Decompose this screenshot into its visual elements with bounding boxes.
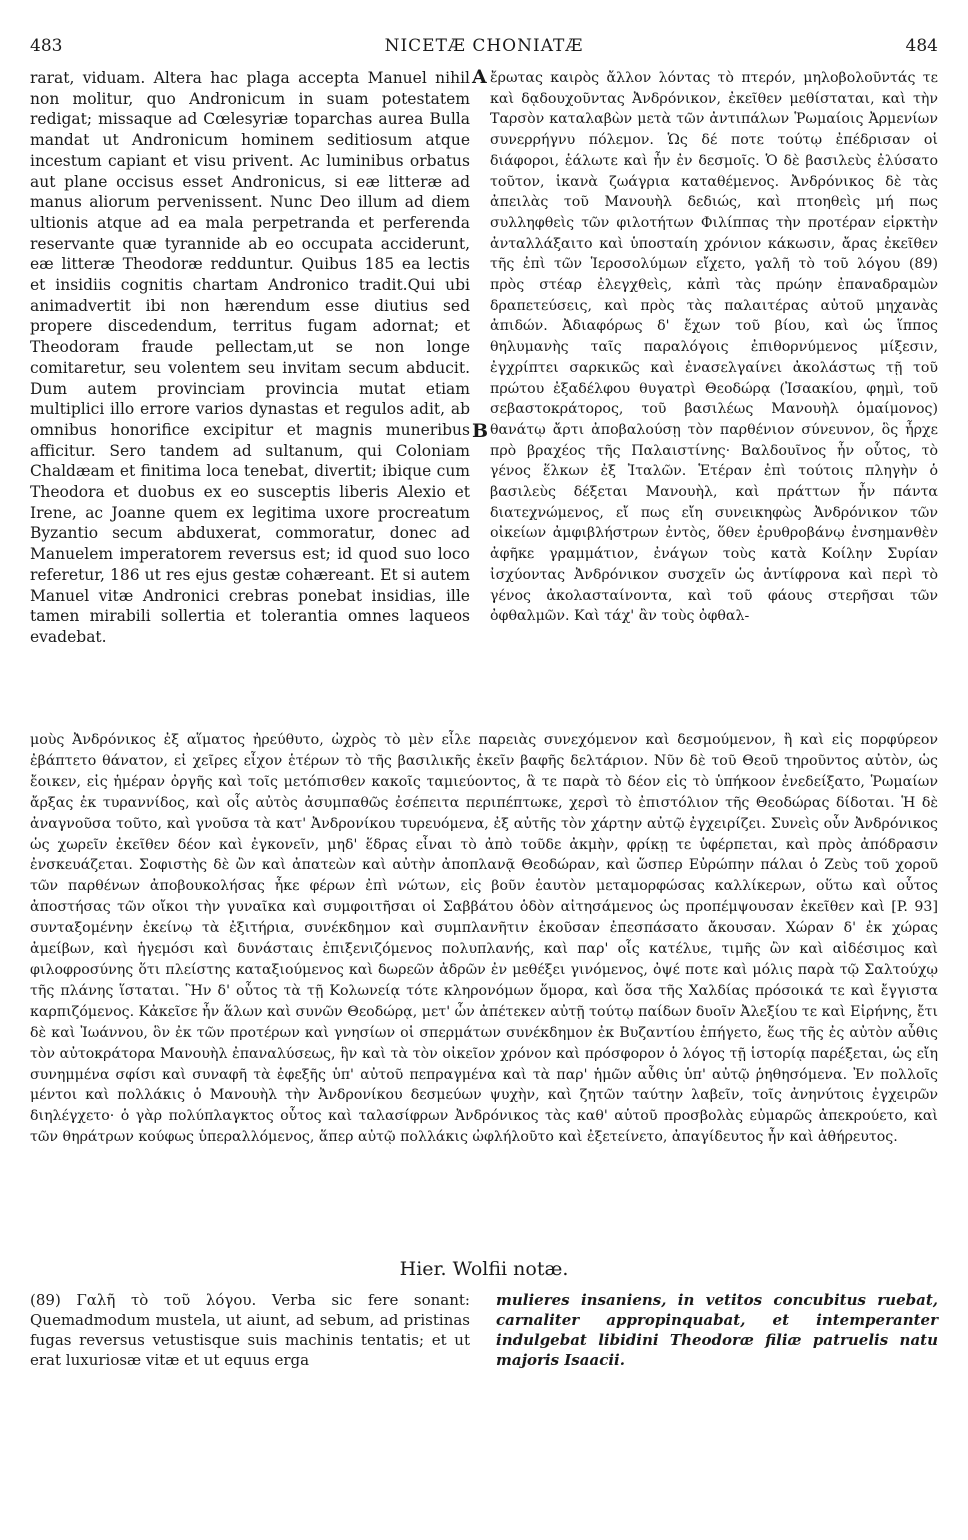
note-right-text: mulieres insaniens, in vetitos concubitus ruebat, carnaliter appropinquabat, et intemperanter indulgebat libidini Theodoræ filiæ patruelis natu majoris Isaacii.: [496, 1291, 938, 1369]
running-title: NICETÆ CHONIATÆ: [384, 36, 584, 56]
greek-column: [490, 68, 938, 730]
document-page: [30, 0, 938, 1540]
section-marker-b: B: [472, 420, 489, 442]
latin-paragraph: rarat, viduam. Altera hac plaga accepta Manuel nihil non molitur, quo Andronicum in suam potestatem redigat; missaque ad Cœlesyriæ toparchas aurea Bulla mandat ut Andronicum hominem seditiosum atque incestum capiant et visu privent. Ac luminibus orbatus aut plane occisus esset Andronicus, si eæ litteræ ad manus aliorum pervenissent. Nunc Deo illum ad diem ultionis atque ad ea mala perpetranda et perferenda reservante quæ tyrannide ab eo occupata acciderunt, eæ litteræ Theodoræ redduntur. Quibus 185 ea lectis et insidiis cognitis chartam Andronico tradit.Qui ubi animadvertit ibi non hærendum esse diutius sed propere discedendum, territus fugam adornat; et Theodoram fraude pellectam,ut se non longe comitaretur, seu volentem seu invitam secum abducit. Dum autem provinciam provincia mutat etiam multiplici illo errore varios dynastas et regulos adit, ab omnibus honorifice excipitur et magnis muneribus afficitur. Sero tandem ad sultanum, qui Coloniam Chaldæam et finitima loca tenebat, divertit; ibique cum Theodora et duobus ex eo susceptis liberis Alexio et Irene, ac Joanne quem ex legitima uxore procreatum Byzantio secum abduxerat, commoratur, donec ad Manuelem imperatorem reversus est; id quod suo loco referetur, 186 ut res ejus gestæ cohæreant. Et si autem Manuel vitæ Andronici crebras ponebat insidias, ille tamen mirabili sollertia et tolerantia omnes laqueos evadebat.: [30, 69, 470, 646]
page-number-right: 484: [905, 36, 938, 56]
page-number-left: 483: [30, 36, 63, 56]
note-right-column: [496, 1290, 938, 1370]
greek-full-paragraph: μοὺς Ἀνδρόνικος ἐξ αἵματος ἠρεύθυτο, ὠχρὸς τὸ μὲν εἶλε παρειὰς συνεχόμενον καὶ δεσμούμενον, ἢ καὶ εἰς πορφύρεον ἐβάπτετο θάνατον, εἰ χεῖρες εἶχον ἑτέρων τὸ τῆς βασιλικῆς ἐκεῖν βαφῆς δελτάριον. Νῦν δὲ τοῦ Θεοῦ τηροῦντος αὐτὸν, ὡς ἔοικεν, εἰς ἡμέραν ὀργῆς καὶ τοῖς μετόπισθεν κακοῖς ταμιεύοντος, ἃ τε παρὰ τὸ δέον εἰς τὸ ὑπήκοον ἐνεδείξατο, Ῥωμαίων ἄρξας ἐκ τυραννίδος, καὶ οἷς αὐτὸς ἀσυμπαθῶς ἐσέπειτα περιπέπτωκε, χερσὶ τὸ ἐπιστόλιον τῆς Θεοδώρας δίδοται. Ἡ δὲ ἀναγνοῦσα τοῦτο, καὶ γνοῦσα τὰ κατ' Ἀνδρονίκου τυρευόμενα, ἐξ αὐτῆς τὸν χάρτην αὐτῷ ἐγχειρίζει. Συνεὶς οὖν Ἀνδρόνικος ὡς χωρεῖν ἐκεῖθεν δέον καὶ ἐγκονεῖν, μηδ' ἕδρας εἶναι τὸ ἀπὸ τοῦδε ἀκμὴν, φρίκῃ τε ὑφέρπεται, καὶ πρὸς ἀπόδρασιν ἐνσκευάζεται. Σοφιστὴς δὲ ὢν καὶ ἀπατεὼν καὶ αὐτὴν ἀποπλανᾷ Θεοδώραν, καὶ ὥσπερ Εὐρώπην πάλαι ὁ Ζεὺς τοῦ χοροῦ τῶν παρθένων ἀποβουκολήσας ἧκε φέρων ἐπὶ νώτων, εἰς βοῦν ἑαυτὸν μεταμορφώσας καλλίκερων, οὕτω καὶ οὗτος ἀποστήσας τῶν οἴκοι τὴν γυναῖκα καὶ συμφοιτῆσαι οἱ Σαββάτου ὁδὸν αἰτησάμενος ὡς προπέμψουσαν ἐκεῖθεν καὶ [P. 93] συνταξομένην ἐκείνῳ τὰ ἐξιτήρια, συνέκδημον καὶ συμπλανῆτιν ἑκοῦσαν ἐπεσπάσατο ἄκουσαν. Χώραν δ' ἐκ χώρας ἀμείβων, καὶ ἡγεμόσι καὶ δυνάσταις ἐπιξενιζόμενος πολυπλανής, καὶ παρ' οἷς κατέλυε, τιμῆς ὢν καὶ αἰδέσιμος καὶ φιλοφροσύνης ὅτι πλείστης καταξιούμενος καὶ δωρεῶν ἀδρῶν ἐν μεθέξει γινόμενος, ὀψέ ποτε καὶ μόλις παρὰ τῷ Σαλτούχῳ τῆς πλάνης ἵσταται. Ἣν δ' οὗτος τὰ τῇ Κολωνείᾳ τότε κληρονόμων ὅμορα, καὶ ὅσα τῆς Χαλδίας πρόσοικά τε καὶ ἔγγιστα καρπιζόμενος. Κἀκεῖσε ἦν ἅλων καὶ συνῶν Θεοδώρᾳ, μετ' ὧν ἀπέτεκεν αὐτῇ τούτῳ παίδων δυοῖν Ἀλεξίου τε καὶ Εἰρήνης, ἔτι δὲ καὶ Ἰωάννου, ὃν ἐκ τῶν προτέρων καὶ γνησίων οἱ σπερμάτων συνέκδημον ἐκ Βυζαντίου ἐπήγετο, ἕως τῆς ἐς αὐτὸν αὖθις τὸν αὐτοκράτορα Μανουὴλ ἐπαναλύσεως, ἣν καὶ τὰ τὸν οἰκεῖον χρόνον καὶ πρόσφορον ὁ λόγος τῇ ἱστορίᾳ παρέξεται, ὡς εἴη συνημμένα σφίσι καὶ συναφῆ τὰ ἐφεξῆς ὑπ' αὐτοῦ πεπραγμένα καὶ τὰ παρ' ἡμῶν αὖθις ὑπ' αὐτῷ ῥηθησόμενα. Ἐν πολλοῖς μέντοι καὶ πολλάκις ὁ Μανουὴλ τὴν Ἀνδρονίκου δεσμεύων ψυχὴν, καὶ ζητῶν ταύτην λαβεῖν, τοῖς ἀνηνύτοις ἐγχειρῶν διηλέγχετο· ὁ γὰρ πολύπλαγκτος οὗτος καὶ ταλασίφρων Ἀνδρόνικος τὰς καθ' αὑτοῦ προσβολὰς εὐμαρῶς ἀπεκρούετο, καὶ τῶν θηράτρων κούφως ὑπεραλλόμενος, ἅπερ αὐτῷ πολλάκις ὠφλήλοῦτο καὶ ἐξετείνετο, ἀπαγίδευτος ἦν καὶ ἀθήρευτος.: [30, 732, 938, 1146]
latin-column: [30, 68, 470, 730]
page-header: [30, 36, 938, 60]
greek-paragraph: ἔρωτας καιρὸς ἄλλον λόντας τὸ πτερόν, μηλοβολοῦντάς τε καὶ δᾳδουχοῦντας Ἀνδρόνικον, ἐκεῖθεν μεθίσταται, καὶ τὴν Ταρσὸν καταλαβὼν μετὰ τῶν ἀντιπάλων Ῥωμαίοις Ἀρμενίων συνερρήγνυ πόλεμον. Ὡς δέ ποτε τούτῳ ἐπέδρισαν οἱ διάφοροι, ἑάλωτε καὶ ἦν ἐν δεσμοῖς. Ὁ δὲ βασιλεὺς ἐλύσατο τοῦτον, ἱκανὰ ζωάγρια καταθέμενος. Ἀνδρόνικος δὲ τὰς ἀπειλὰς τοῦ Μανουὴλ δεδιώς, καὶ πτοηθεὶς μή πως συλληφθεὶς τῶν φιλοτήτων Φιλίππας τὴν προτέραν εἱρκτὴν ἀνταλλάξαιτο καὶ ὑποσταίη χρόνιον κάκωσιν, ἄρας ἐκεῖθεν τῆς ἐπὶ τῶν Ἱεροσολύμων εἴχετο, γαλῆ τὸ τοῦ λόγου (89) πρὸς στέαρ ἐλεγχθεὶς, κἀπὶ τὰς πρώην ἐπαναδραμὼν δραπετεύσεις, καὶ πρὸς τὰς παλαιτέρας αὐτοῦ μηχανὰς ἀπιδών. Ἀδιαφόρως δ' ἔχων τοῦ βίου, καὶ ὡς ἵππος θηλυμανὴς ταῖς παραλόγοις ἐπιθορνύμενος μίξεσιν, ἐγχρίπτει σαρκικῶς καὶ ἐνασελγαίνει ἀκολάστως τῇ τοῦ πρώτου ἐξαδέλφου θυγατρὶ Θεοδώρᾳ (Ἰσαακίου, φημὶ, τοῦ σεβαστοκράτορος, τοῦ βασιλέως Μανουὴλ ὁμαίμονος) θανάτῳ ἄρτι ἀποβαλούσῃ τὸν παρθένιον σύνευνον, ὃς ἦρχε πρὸ βραχέος τῆς Παλαιστίνης· Βαλδουῖνος ἦν οὗτος, τὸ γένος ἕλκων ἐξ Ἰταλῶν. Ἑτέραν ἐπὶ τούτοις πληγὴν ὁ βασιλεὺς δέξεται Μανουὴλ, καὶ πράττων ἦν πάντα διατεχνώμενος, εἴ πως εἴη συνεικηφὼς Ἀνδρόνικον τῶν οἰκείων ἀμφιβλήστρων ἐντὸς, ὅθεν ἐρυθροβάνῳ ἐνσημανθὲν ἀφῆκε γραμμάτιον, ἐνάγων τοὺς κατὰ Κοίλην Συρίαν ἰσχύοντας Ἀνδρόνικον συσχεῖν ὡς ἀντίφρονα καὶ περὶ τὸ γένος ἀκολασταίνοντα, καὶ τοῦ φάους στερῆσαι τῶν ὀφθαλμῶν. Καὶ τάχ' ἂν τοὺς ὀφθαλ-: [490, 70, 938, 625]
section-marker-a: A: [472, 66, 487, 88]
notes-heading: Hier. Wolfii notæ.: [399, 1258, 569, 1280]
note-left-column: [30, 1290, 470, 1370]
note-left-text: (89) Γαλῆ τὸ τοῦ λόγου. Verba sic fere sonant: Quemadmodum mustela, ut aiunt, ad sebum, ad pristinas fugas reversus vetustisque suis machinis tentatis; et ut erat luxuriosæ vitæ et ut equus erga: [30, 1291, 470, 1369]
greek-full-width-text: [30, 730, 938, 1250]
